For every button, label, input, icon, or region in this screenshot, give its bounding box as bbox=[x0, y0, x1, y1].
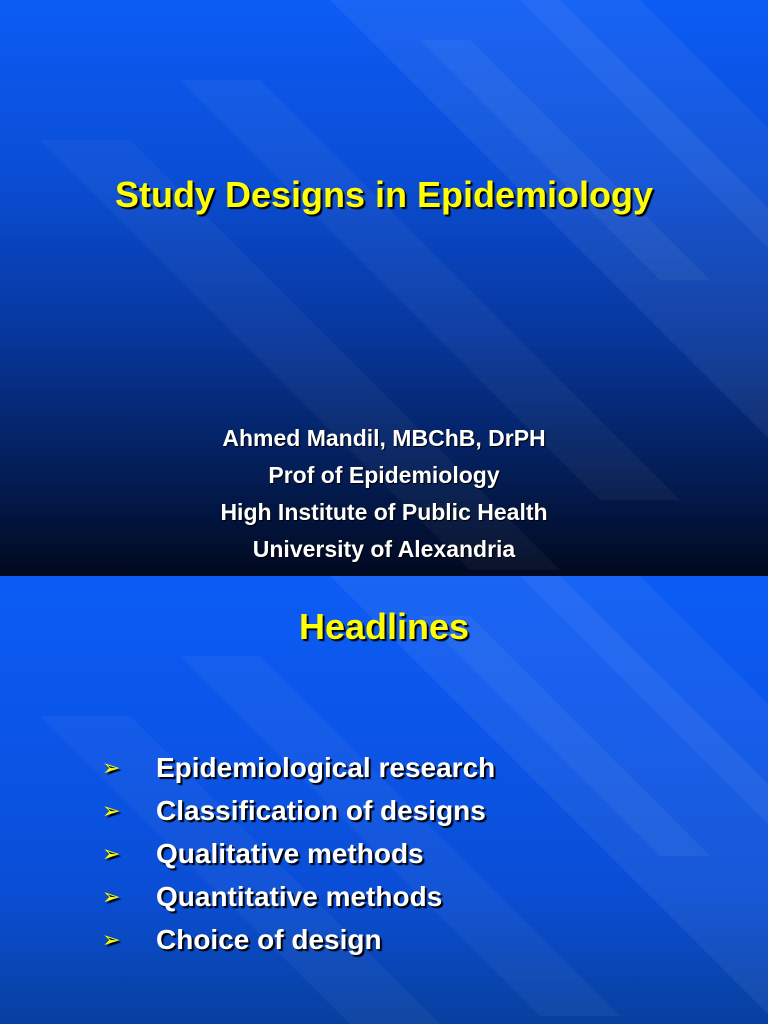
headlines-slide bbox=[0, 576, 768, 1024]
slide-title: Headlines bbox=[298, 606, 470, 647]
author-position: Prof of Epidemiology bbox=[268, 462, 500, 488]
list-item-text: Quantitative methods bbox=[156, 881, 443, 912]
headline-list bbox=[102, 746, 495, 961]
list-item bbox=[102, 918, 495, 961]
list-item bbox=[102, 875, 495, 918]
list-item-text: Classification of designs bbox=[156, 795, 486, 826]
list-item bbox=[102, 832, 495, 875]
arrow-bullet-icon: ➢ bbox=[102, 841, 121, 866]
author-university: University of Alexandria bbox=[252, 536, 516, 562]
list-item-text: Qualitative methods bbox=[156, 838, 424, 869]
list-item bbox=[102, 789, 495, 832]
author-name: Ahmed Mandil, MBChB, DrPH bbox=[222, 425, 546, 451]
list-item bbox=[102, 746, 495, 789]
arrow-bullet-icon: ➢ bbox=[102, 798, 121, 823]
slide-title: Study Designs in Epidemiology bbox=[114, 174, 654, 215]
list-item-text: Epidemiological research bbox=[156, 752, 496, 783]
list-item-text: Choice of design bbox=[156, 924, 382, 955]
arrow-bullet-icon: ➢ bbox=[102, 755, 121, 780]
arrow-bullet-icon: ➢ bbox=[102, 884, 121, 909]
author-info bbox=[0, 420, 768, 568]
arrow-bullet-icon: ➢ bbox=[102, 927, 121, 952]
author-institute: High Institute of Public Health bbox=[220, 499, 548, 525]
